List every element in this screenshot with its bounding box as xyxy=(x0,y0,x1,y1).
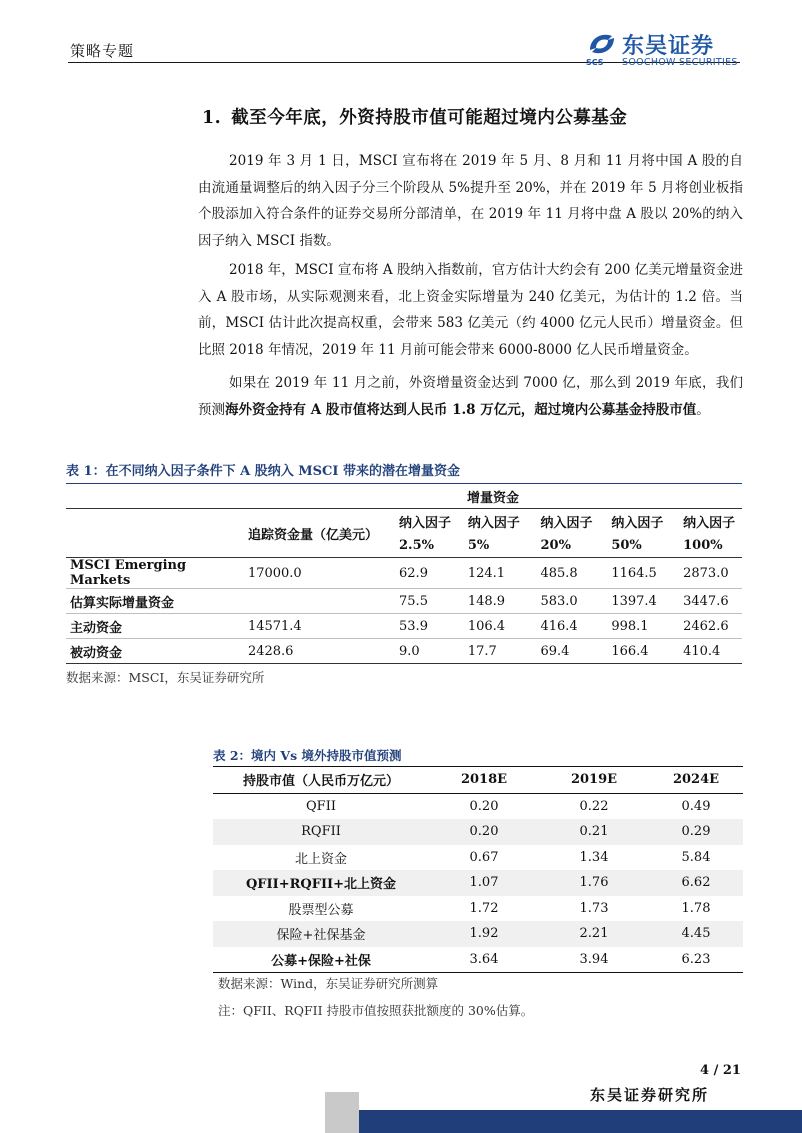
table1-factor-values-row xyxy=(66,533,742,558)
table2-cell: 6.23 xyxy=(649,947,743,973)
table2-cell: 3.94 xyxy=(539,947,649,973)
section-number: 1. xyxy=(202,108,222,128)
table1-factor-label: 纳入因子 xyxy=(540,515,593,531)
table2-cell: 1.92 xyxy=(429,921,539,947)
table1-row-name: MSCI Emerging Markets xyxy=(66,558,244,589)
company-logo xyxy=(586,30,746,70)
paragraph-3-highlight: 海外资金持有 A 股市值将达到人民币 1.8 万亿元，超过境内公募基金持股市值 xyxy=(225,401,697,418)
table1-cell: 2873.0 xyxy=(679,558,742,589)
table1-cell: 485.8 xyxy=(536,558,607,589)
table2-cell: 0.22 xyxy=(579,798,609,814)
table2-row-name: 公募+保险+社保 xyxy=(213,947,429,973)
table1-cell: 2462.6 xyxy=(679,614,742,639)
table2-row-name: QFII xyxy=(306,798,336,814)
paragraph-3 xyxy=(198,370,743,423)
table1-factor-value: 20% xyxy=(536,533,607,558)
table2-cell: 5.84 xyxy=(681,849,711,865)
table2-cell: 1.73 xyxy=(579,900,609,916)
table2-cell: 0.49 xyxy=(681,798,711,814)
table-row xyxy=(66,589,742,614)
table1-cell: 53.9 xyxy=(395,614,464,639)
table1-cell: 106.4 xyxy=(464,614,537,639)
table2-cell: 1.72 xyxy=(469,900,499,916)
table-row xyxy=(213,921,743,947)
section-label: 策略专题 xyxy=(70,42,135,60)
logo-chinese: 东吴证券 xyxy=(622,34,715,59)
table2-row-name: RQFII xyxy=(213,819,429,845)
table1-source: 数据来源：MSCI，东吴证券研究所 xyxy=(66,670,265,685)
table1-cell: 124.1 xyxy=(464,558,537,589)
logo-scs: SCS xyxy=(586,58,604,67)
table-row xyxy=(66,639,742,664)
paragraph-3-text: 如果在 2019 年 11 月之前，外资增量资金达到 7000 亿，那么到 2019 年底，我们预测 xyxy=(198,375,743,418)
table2-cell: 0.67 xyxy=(469,849,499,865)
table1-cell: 166.4 xyxy=(607,639,679,664)
table-row xyxy=(213,947,743,973)
table1-cell: 69.4 xyxy=(536,639,607,664)
table1-cell: 75.5 xyxy=(395,589,464,614)
table1-cell: 998.1 xyxy=(607,614,679,639)
table1-cell: 17.7 xyxy=(464,639,537,664)
table1-cell: 416.4 xyxy=(536,614,607,639)
logo-mark-icon xyxy=(586,30,618,58)
table2-cell: 1.07 xyxy=(429,870,539,896)
section-title-text: 截至今年底，外资持股市值可能超过境内公募基金 xyxy=(231,108,628,128)
paragraph-1: 2019 年 3 月 1 日，MSCI 宣布将在 2019 年 5 月、8 月和 11 月将中国 A 股的自由流通量调整后的纳入因子分三个阶段从 5%提升至 20%，并在 2019 年 5 月将创业板指个股添加入符合条件的证券交易所分部清单，在 2019 年 11 月将中盘 A 股以 20%的纳入因子纳入 MSCI 指数。 xyxy=(198,153,743,249)
table2-header: 2018E xyxy=(429,767,539,794)
table1-cell: 148.9 xyxy=(464,589,537,614)
table1-cell: 583.0 xyxy=(536,589,607,614)
table2 xyxy=(213,766,743,973)
table2-cell: 0.20 xyxy=(469,798,499,814)
table1-group-header-row xyxy=(66,484,742,509)
table2-row-name: 北上资金 xyxy=(294,851,347,867)
table1-factor-value: 100% xyxy=(679,533,742,558)
paragraph-3-end: 。 xyxy=(696,401,710,418)
footer-square xyxy=(325,1092,359,1133)
footer-org: 东吴证券研究所 xyxy=(590,1086,710,1104)
table1-tracking-header: 追踪资金量（亿美元） xyxy=(244,509,395,558)
table2-cell: 6.62 xyxy=(649,870,743,896)
table2-note: 注：QFII、RQFII 持股市值按照获批额度的 30%估算。 xyxy=(218,1003,534,1018)
table1-factor-label: 纳入因子 xyxy=(683,515,736,531)
table1-cell: 3447.6 xyxy=(679,589,742,614)
table2-row-name: 保险+社保基金 xyxy=(213,921,429,947)
table1-cell: 62.9 xyxy=(395,558,464,589)
footer-bar xyxy=(325,1110,802,1133)
table2-header-row xyxy=(213,767,743,794)
table1-factor-value: 2.5% xyxy=(395,533,464,558)
table1-group-header: 增量资金 xyxy=(395,484,742,509)
table2-header: 2019E xyxy=(539,767,649,794)
table2-source: 数据来源：Wind，东吴证券研究所测算 xyxy=(218,976,439,991)
page-number: 4 / 21 xyxy=(700,1063,741,1078)
table-row xyxy=(213,896,743,922)
table-row xyxy=(66,558,742,589)
table1-cell: 2428.6 xyxy=(244,639,395,664)
table1-row-name: 被动资金 xyxy=(66,639,244,664)
table2-caption: 表 2：境内 Vs 境外持股市值预测 xyxy=(213,748,402,763)
table1 xyxy=(66,484,742,664)
table2-cell: 3.64 xyxy=(429,947,539,973)
table2-cell: 4.45 xyxy=(649,921,743,947)
table2-row-name: QFII+RQFII+北上资金 xyxy=(213,870,429,896)
table1-factor-label: 纳入因子 xyxy=(611,515,664,531)
table2-cell: 0.21 xyxy=(539,819,649,845)
table-row xyxy=(213,845,743,871)
table1-cell xyxy=(244,589,395,614)
table1-cell: 17000.0 xyxy=(244,558,395,589)
table1-cell: 9.0 xyxy=(395,639,464,664)
table1-factor-row xyxy=(66,509,742,534)
table2-cell: 0.29 xyxy=(649,819,743,845)
table-row xyxy=(213,819,743,845)
table1-row-name: 估算实际增量资金 xyxy=(66,589,244,614)
table2-header: 持股市值（人民币万亿元） xyxy=(213,767,429,794)
table1-factor-value: 5% xyxy=(464,533,537,558)
section-title xyxy=(202,104,627,129)
table1-cell: 14571.4 xyxy=(244,614,395,639)
table2-cell: 1.78 xyxy=(681,900,711,916)
table-row xyxy=(213,870,743,896)
table2-cell: 1.76 xyxy=(539,870,649,896)
table1-factor-value: 50% xyxy=(607,533,679,558)
table1-factor-label: 纳入因子 xyxy=(467,515,520,531)
table1-cell: 1164.5 xyxy=(607,558,679,589)
table2-row-name: 股票型公募 xyxy=(288,902,354,918)
logo-english: SOOCHOW SECURITIES xyxy=(622,57,738,68)
table2-cell: 0.20 xyxy=(429,819,539,845)
table2-cell: 2.21 xyxy=(539,921,649,947)
table1-cell: 1397.4 xyxy=(607,589,679,614)
table-row xyxy=(213,793,743,819)
table2-cell: 1.34 xyxy=(579,849,609,865)
table1-caption: 表 1：在不同纳入因子条件下 A 股纳入 MSCI 带来的潜在增量资金 xyxy=(66,464,460,479)
paragraph-2: 2018 年，MSCI 宣布将 A 股纳入指数前，官方估计大约会有 200 亿美元增量资金进入 A 股市场，从实际观测来看，北上资金实际增量为 240 亿美元，为估计的 1.2 倍。当前，MSCI 估计此次提高权重，会带来 583 亿美元（约 4000 亿元人民币）增量资金。但比照 2018 年情况，2019 年 11 月前可能会带来 6000-8000 亿人民币增量资金。 xyxy=(198,262,743,358)
table2-header: 2024E xyxy=(649,767,743,794)
table1-cell: 410.4 xyxy=(679,639,742,664)
table1-row-name: 主动资金 xyxy=(66,614,244,639)
table1-factor-label: 纳入因子 xyxy=(399,515,452,531)
table-row xyxy=(66,614,742,639)
